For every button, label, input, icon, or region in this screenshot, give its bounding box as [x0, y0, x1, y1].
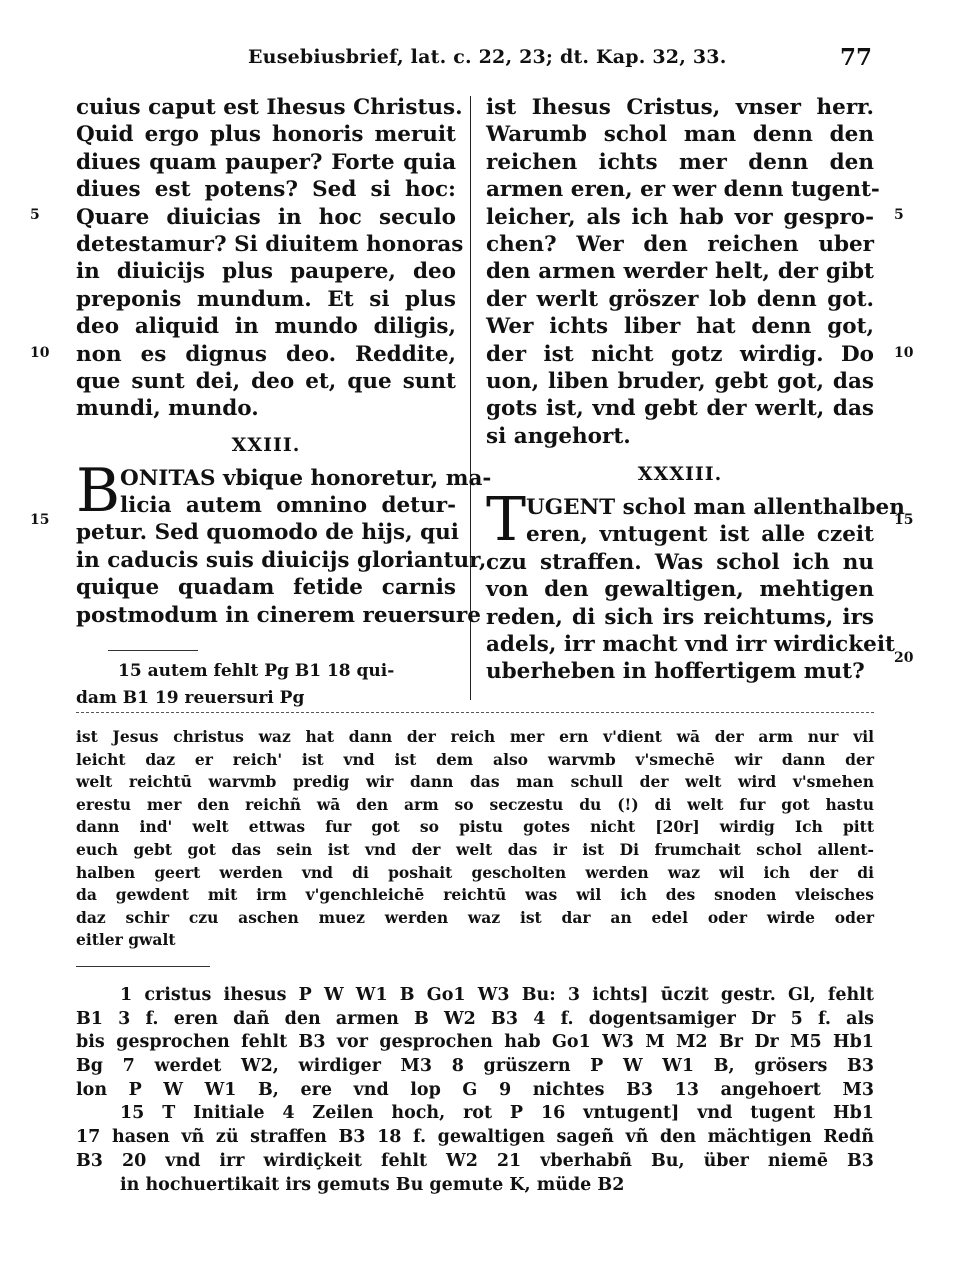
line-number-left: 10	[30, 345, 50, 361]
text-line: armen eren, er wer denn tugent-	[486, 177, 880, 203]
text-line: postmodum in cinerem reuersure	[76, 602, 481, 628]
text-line: ist Ihesus Cristus, vnser herr.	[486, 95, 874, 120]
critical-apparatus	[76, 984, 874, 1197]
text-line: quique quadam fetide carnis	[76, 575, 456, 601]
text-line: Wer ichts liber hat denn got,	[486, 314, 874, 340]
page-header	[0, 46, 960, 76]
text-line: uberheben in hoffertigem mut?	[486, 659, 865, 685]
latin-paragraph-2	[76, 455, 492, 629]
text-line: der ist nicht gotz wirdig. Do	[486, 341, 874, 367]
text-line: reichen ichts mer denn den	[486, 149, 874, 175]
latin-paragraph-1	[76, 94, 464, 423]
note-line: lon P W W1 B, ere vnd lop G 9 nichtes B3 13 angehoert M3	[76, 1079, 874, 1100]
text-line: mundi, mundo.	[76, 396, 259, 422]
manuscript-gloss	[76, 726, 874, 952]
german-paragraph-1	[486, 94, 880, 450]
footnote-rule	[76, 966, 210, 967]
gloss-line: leicht daz er reich' ist vnd ist dem also warvmb v'smechē wir dann der	[76, 749, 874, 769]
drop-cap: T	[486, 485, 527, 556]
apparatus-rule	[108, 650, 198, 651]
text-line: diues est potens? Sed si hoc:	[76, 177, 456, 203]
gloss-line: dann ind' welt ettwas fur got so pistu gotes nicht [20r] wirdig Ich pitt	[76, 817, 874, 837]
text-line: der werlt gröszer lob denn got.	[486, 286, 874, 312]
text-line: si angehort.	[486, 423, 631, 449]
gloss-line: erestu mer den reichñ wā den arm so seczestu du (!) di welt fur got hastu	[76, 794, 874, 814]
note-line: in hochuertikait irs gemuts Bu gemute K, müde B2	[120, 1174, 625, 1195]
section-number: XXIII.	[231, 433, 301, 456]
note-line: 17 hasen vñ zü straffen B3 18 f. gewaltigen sageñ vñ den mächtigen Redñ	[76, 1127, 874, 1148]
note-line: 15 T Initiale 4 Zeilen hoch, rot P 16 vntugent] vnd tugent Hb1	[120, 1103, 874, 1124]
apparatus-line: dam B1 19 reuersuri Pg	[76, 688, 305, 708]
text-line: chen? Wer den reichen uber	[486, 231, 874, 257]
text-line: czu straffen. Was schol ich nu	[486, 549, 874, 575]
text-line: petur. Sed quomodo de hijs, qui	[76, 520, 459, 546]
drop-cap: B	[76, 455, 121, 526]
text-line: in diuicijs plus paupere, deo	[76, 259, 456, 285]
text-line: in caducis suis diuicijs gloriantur,	[76, 547, 487, 573]
page-number: 77	[840, 44, 873, 71]
apparatus-line: 15 autem fehlt Pg B1 18 qui-	[118, 661, 395, 681]
gloss-line: welt reichtū warvmb predig wir dann das man schull der welt wird v'smehen	[76, 772, 874, 792]
text-line: ONITAS vbique honoretur, ma-	[120, 465, 492, 491]
text-line: den armen werder helt, der gibt	[486, 259, 874, 285]
gloss-line: halben geert werden vnd di poshait gescholten werden waz wil ich der di	[76, 862, 874, 882]
text-line: non es dignus deo. Reddite,	[76, 341, 456, 367]
text-line: uon, liben bruder, gebt got, das	[486, 368, 874, 394]
line-number-left: 15	[30, 512, 50, 528]
text-line: adels, irr macht vnd irr wirdickeit	[486, 632, 895, 658]
section-separator	[76, 712, 874, 713]
text-line: reden, di sich irs reichtums, irs	[486, 604, 874, 630]
text-line: von den gewaltigen, mehtigen	[486, 577, 874, 603]
text-line: Quare diuicias in hoc seculo	[76, 204, 456, 230]
text-line: gots ist, vnd gebt der werlt, das	[486, 396, 874, 422]
gloss-line: euch gebt got das sein ist vnd der welt das ir ist Di frumchait schol allent-	[76, 839, 874, 859]
text-line: que sunt dei, deo et, que sunt	[76, 368, 456, 394]
line-number-right: 10	[894, 345, 914, 361]
text-line: leicher, als ich hab vor gespro-	[486, 204, 874, 230]
text-line: preponis mundum. Et si plus	[76, 286, 456, 312]
latin-apparatus	[76, 658, 456, 712]
text-line: detestamur? Si diuitem honoras	[76, 231, 464, 257]
gloss-line: daz schir czu aschen muez werden waz ist dar an edel oder wirde oder	[76, 907, 874, 927]
text-line: Warumb schol man denn den	[486, 122, 874, 148]
gloss-line: da gewdent mit irm v'genchleichē reichtū was wil ich des snoden vleisches	[76, 885, 874, 905]
gloss-line: ist Jesus christus waz hat dann der reich mer ern v'dient wā der arm nur vil	[76, 727, 874, 746]
text-line: cuius caput est Ihesus Christus.	[76, 95, 463, 120]
text-line: licia autem omnino detur-	[120, 493, 456, 519]
latin-column	[76, 94, 492, 629]
note-line: B1 3 f. eren dañ den armen B W2 B3 4 f. dogentsamiger Dr 5 f. als	[76, 1008, 874, 1029]
section-number: XXXIII.	[637, 463, 723, 486]
gloss-line: eitler gwalt	[76, 930, 176, 950]
note-line: bis gesprochen fehlt B3 vor gesprochen hab Go1 W3 M M2 Br Dr M5 Hb1	[76, 1032, 874, 1053]
text-line: deo aliquid in mundo diligis,	[76, 314, 456, 340]
running-head: Eusebiusbrief, lat. c. 22, 23; dt. Kap. 32, 33.	[248, 46, 727, 68]
line-number-right: 5	[894, 207, 904, 223]
note-line: 1 cristus ihesus P W W1 B Go1 W3 Bu: 3 ichts] ūczit gestr. Gl, fehlt	[120, 985, 874, 1005]
note-line: B3 20 vnd irr wirdiçkeit fehlt W2 21 vberhabñ Bu, über niemē B3	[76, 1150, 874, 1171]
text-line: Quid ergo plus honoris meruit	[76, 122, 456, 148]
note-line: Bg 7 werdet W2, wirdiger M3 8 grüszern P W W1 B, grösers B3	[76, 1056, 874, 1077]
line-number-right: 20	[894, 650, 914, 666]
text-line: diues quam pauper? Forte quia	[76, 149, 456, 175]
text-line: eren, vntugent ist alle czeit	[526, 522, 874, 548]
text-line: UGENT schol man allenthalben	[526, 495, 905, 521]
line-number-right: 15	[894, 512, 914, 528]
line-number-left: 5	[30, 207, 40, 223]
